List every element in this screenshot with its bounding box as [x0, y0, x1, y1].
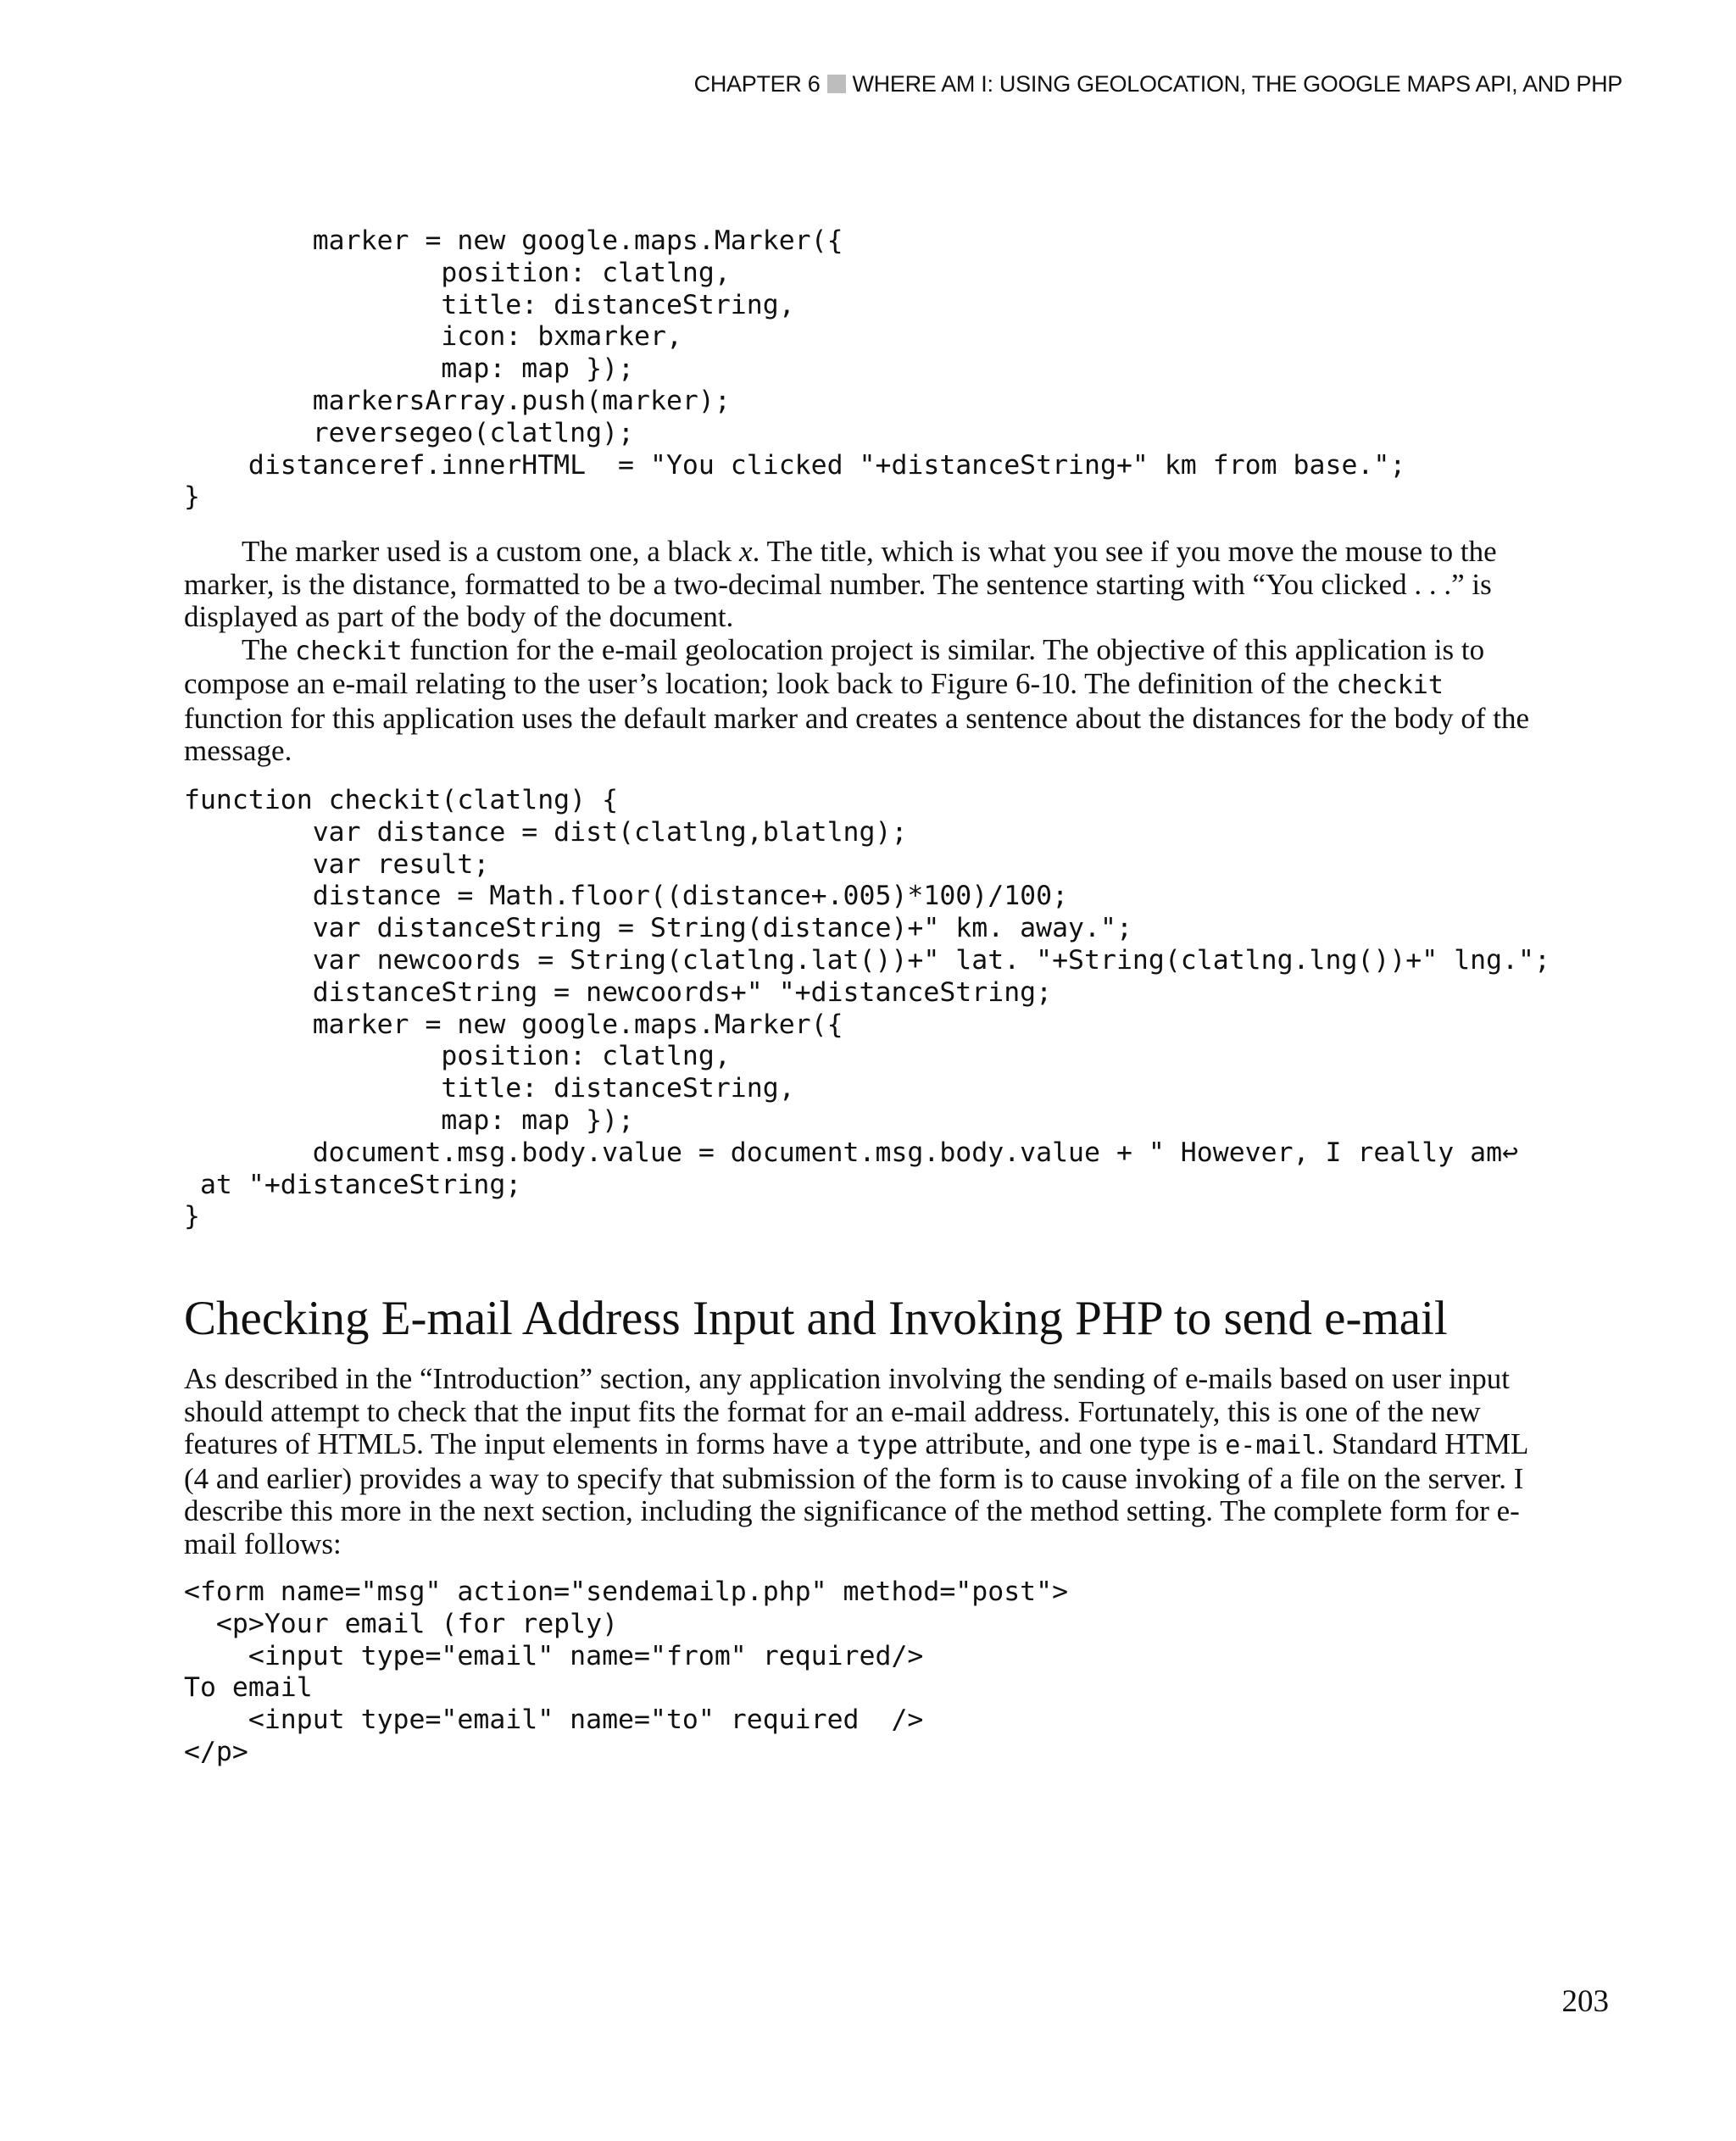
code-block-checkit: function checkit(clatlng) { var distance = dist(clatlng,blatlng); var result; distance = Math.floor((distance+.005)*100)/100; var distanceString = String(distance)+" km. away."; var newcoords = String(clatlng.lat())+" lat. "+String(clatlng.lng())+" lng."; distanceString = newcoords+" "+distanceString; marker = new google.maps.Marker({ position: clatlng, title: distanceString, map: map }); document.msg.body.value = document.msg.body.value + " However, I really am↩ at "+distanceString; }: [184, 785, 1550, 1232]
text-run: The marker used is a custom one, a black: [242, 535, 740, 568]
separator-square-icon: [827, 75, 846, 93]
code-block-marker: marker = new google.maps.Marker({ position: clatlng, title: distanceString, icon: bxmarker, map: map }); markersArray.push(marker); reversegeo(clatlng); distanceref.innerHTML = "You clicked "+distanceString+" km from base."; }: [184, 225, 1406, 513]
text-run: . Standard HTML (4 and earlier) provides a way to specify that submission of the form is to cause invoking of a file on the server. I describe this more in the next section, including the significance of the method setting. The complete form for e-mail follows:: [184, 1427, 1528, 1560]
text-run: function for the e-mail geolocation project is similar. The objective of this application is to compose an e-mail relating to the user’s location; look back to Figure 6-10. The definition of the: [184, 632, 1485, 700]
inline-code: checkit: [295, 636, 403, 666]
running-head: [694, 71, 1622, 97]
section-heading: Checking E-mail Address Input and Invoking PHP to send e-mail: [184, 1292, 1448, 1345]
text-run: The: [242, 632, 296, 666]
text-run: . The title, which is what you see if you move the mouse to the marker, is the distance, formatted to be a two-decimal number. The sentence starting with “You clicked . . .” is displayed as part of the body of the document.: [184, 535, 1497, 633]
italic-run: x: [739, 535, 753, 568]
paragraph-marker-description: [184, 536, 1540, 634]
inline-code: e-mail: [1225, 1431, 1317, 1460]
paragraph-checkit-description: [184, 634, 1540, 768]
text-run: function for this application uses the default marker and creates a sentence about the distances for the body of the message.: [184, 701, 1530, 767]
chapter-label: CHAPTER 6: [693, 71, 821, 97]
text-run: As described in the “Introduction” section, any application involving the sending of e-mails based on user input should attempt to check that the input fits the format for an e-mail address. Fortunately, this is one of the new features of HTML5. The input elements in forms have a: [184, 1362, 1510, 1460]
page-number: 203: [1561, 1984, 1609, 2019]
text-run: attribute, and one type is: [917, 1427, 1226, 1460]
inline-code: type: [856, 1431, 918, 1460]
code-block-form: <form name="msg" action="sendemailp.php" method="post"> <p>Your email (for reply) <input type="email" name="from" required/> To email <input type="email" name="to" required /> </p>: [184, 1577, 1069, 1767]
paragraph-email-input: [184, 1363, 1540, 1560]
body-text-2: [184, 1363, 1540, 1560]
chapter-title: WHERE AM I: USING GEOLOCATION, THE GOOGLE MAPS API, AND PHP: [852, 71, 1622, 97]
inline-code: checkit: [1336, 670, 1444, 700]
body-text-1: [184, 536, 1540, 768]
